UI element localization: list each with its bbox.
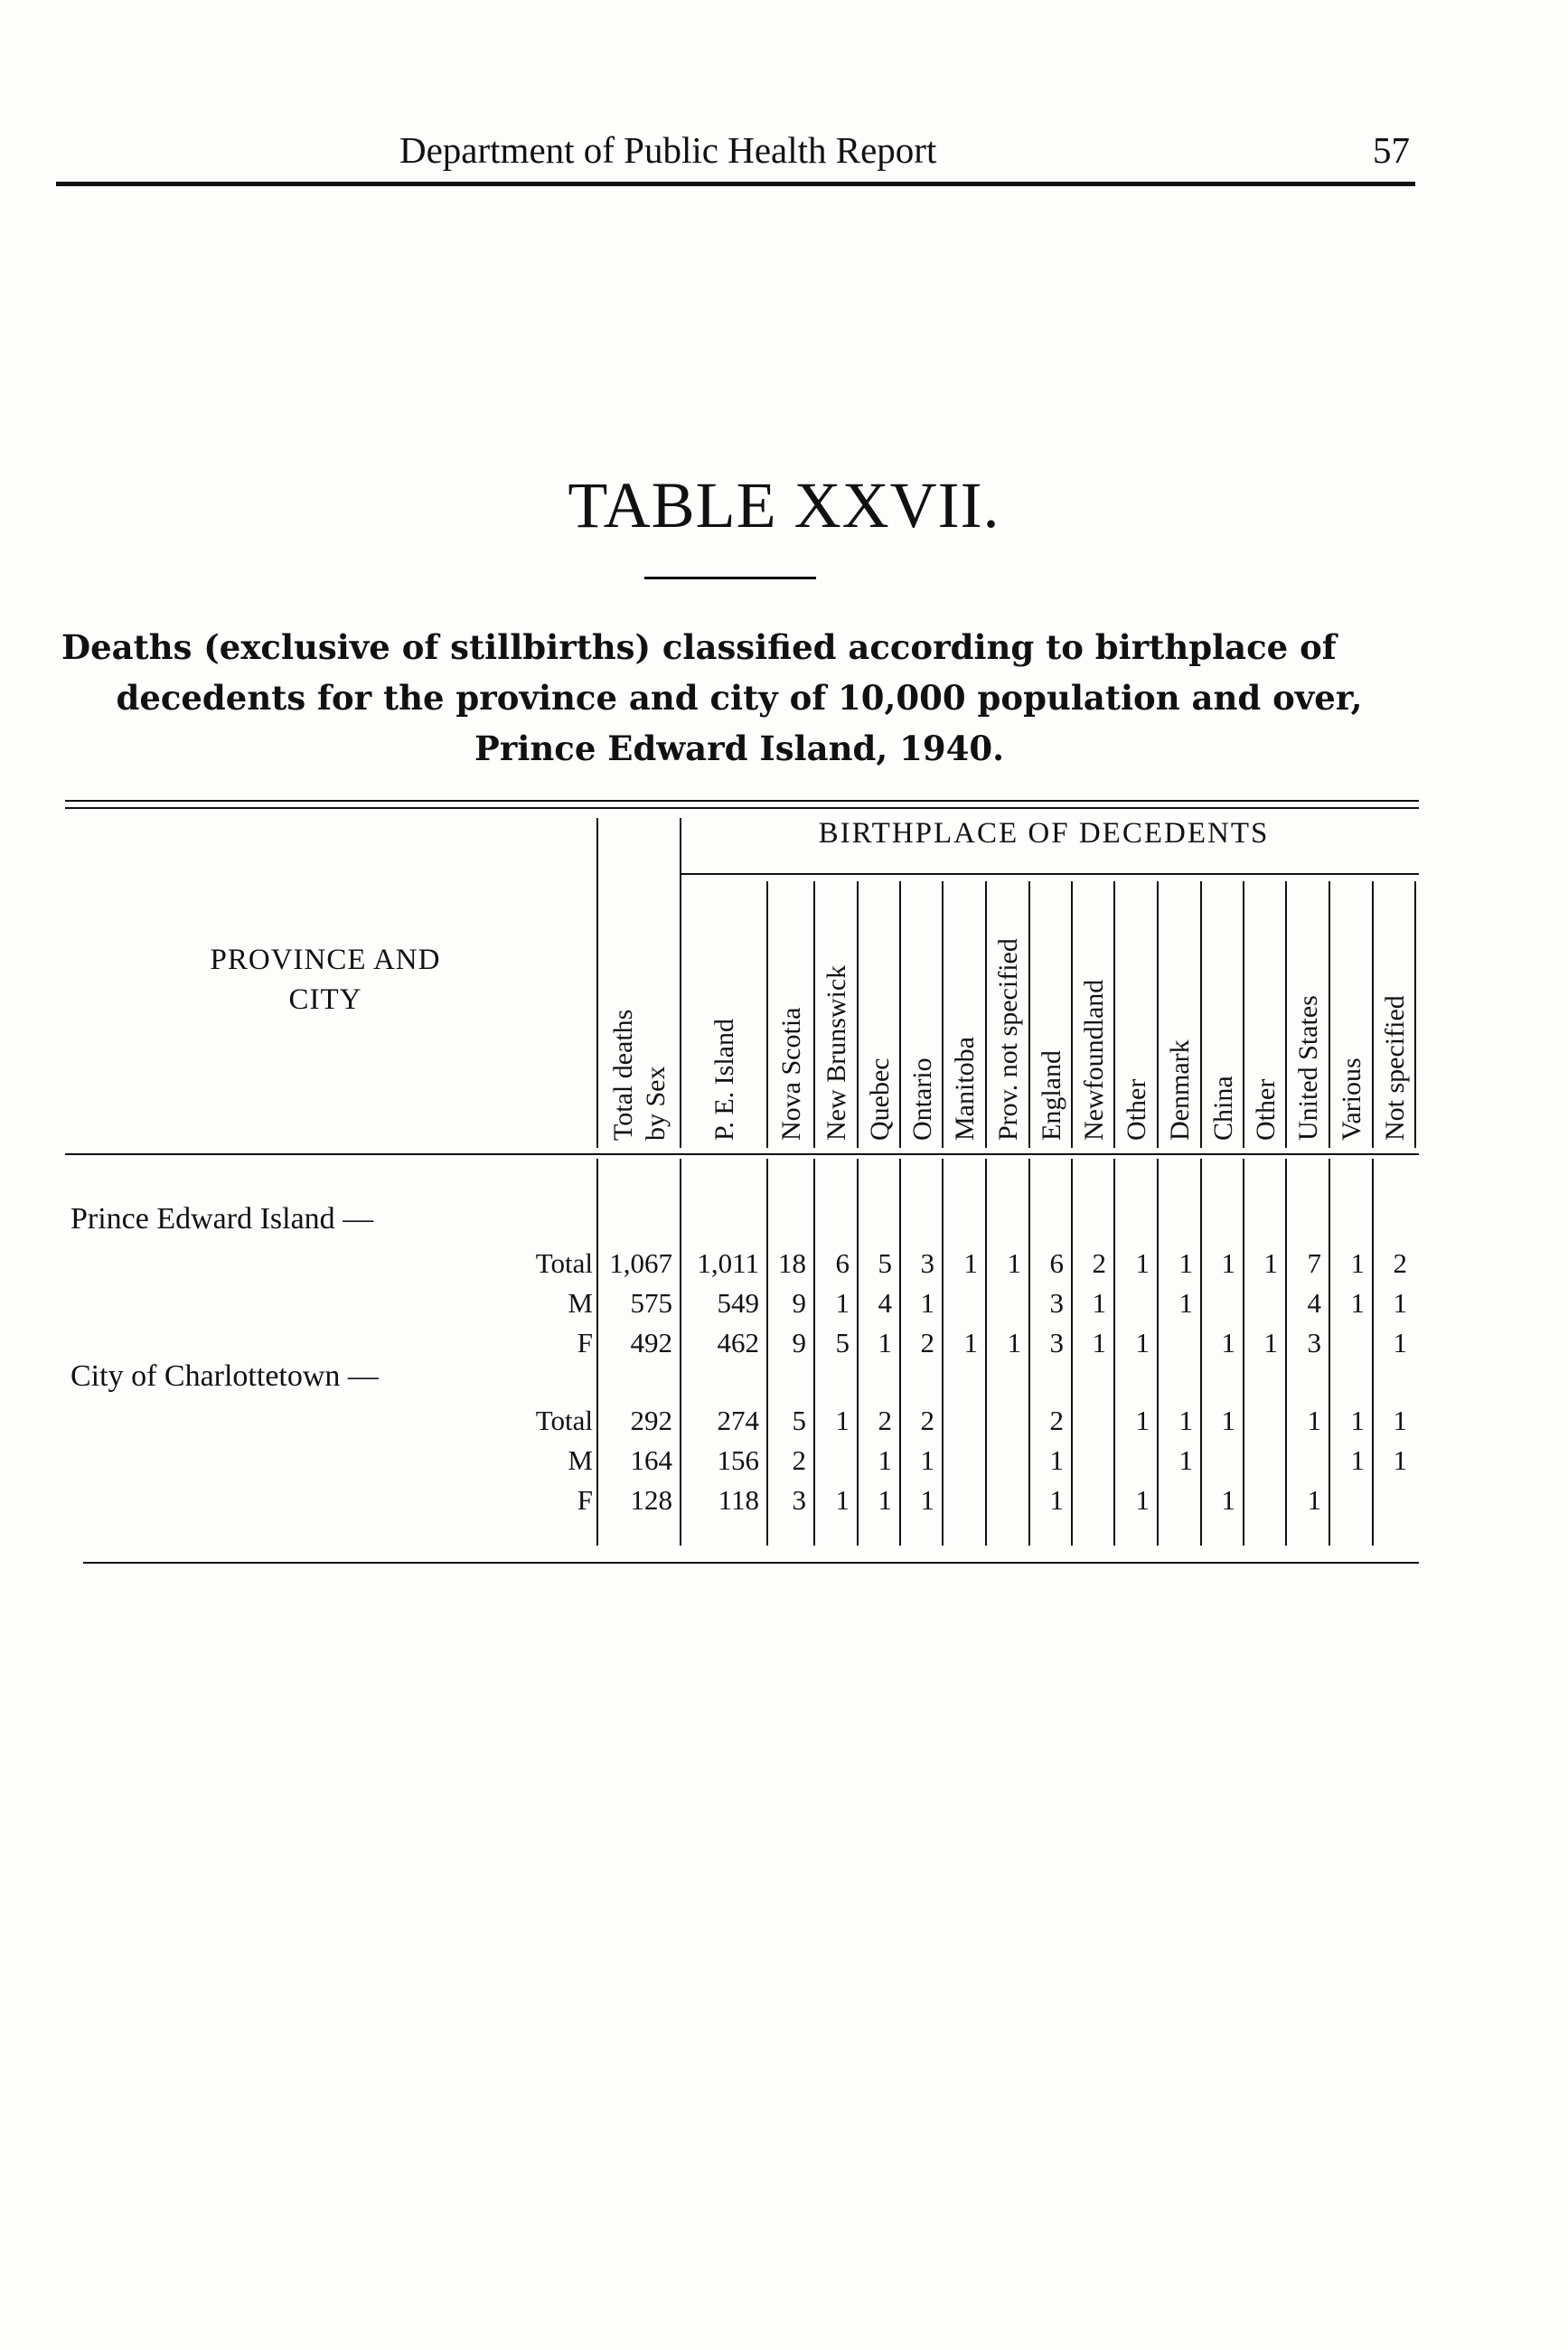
column-divider-head bbox=[1157, 881, 1159, 1148]
table-cell: 9 bbox=[792, 1327, 806, 1358]
table-cell: 549 bbox=[717, 1287, 759, 1319]
column-divider-head bbox=[899, 881, 901, 1148]
column-header: Not specified bbox=[1379, 995, 1410, 1141]
table-cell: 1 bbox=[835, 1484, 850, 1516]
table-cell: 1 bbox=[1007, 1327, 1021, 1358]
table-cell: 1 bbox=[1178, 1287, 1193, 1319]
table-cell: 1 bbox=[1307, 1484, 1321, 1516]
table-cell: 1 bbox=[1092, 1287, 1106, 1319]
column-divider-body bbox=[1157, 1159, 1159, 1546]
table-cell: 164 bbox=[630, 1444, 672, 1476]
group-label: City of Charlottetown — bbox=[70, 1359, 379, 1393]
table-cell: 2 bbox=[920, 1405, 934, 1436]
column-divider-head bbox=[596, 818, 598, 1148]
table-cell: 5 bbox=[878, 1247, 892, 1279]
column-header: Various bbox=[1337, 1058, 1366, 1141]
table-cell: 1 bbox=[1221, 1247, 1235, 1279]
column-header: by Sex bbox=[641, 1066, 671, 1141]
column-header: China bbox=[1207, 1076, 1238, 1141]
table-cell: 1 bbox=[1092, 1327, 1106, 1358]
stub-header bbox=[163, 940, 488, 1020]
table-cell: 7 bbox=[1307, 1247, 1321, 1279]
column-divider-head bbox=[1285, 881, 1287, 1148]
column-header: Manitoba bbox=[950, 1037, 980, 1141]
table-cell: 2 bbox=[1092, 1247, 1106, 1279]
table-cell: 1 bbox=[963, 1247, 978, 1279]
column-header: Other bbox=[1122, 1078, 1151, 1141]
column-header: New Brunswick bbox=[822, 964, 851, 1141]
table-cell: 1 bbox=[1135, 1327, 1150, 1358]
column-divider-head bbox=[1028, 881, 1030, 1148]
table-cell: 1 bbox=[1393, 1327, 1407, 1358]
table-cell: 575 bbox=[630, 1287, 672, 1319]
table-cell: 1 bbox=[1049, 1444, 1064, 1476]
table-cell: 1 bbox=[1263, 1327, 1278, 1358]
table-cell: 1 bbox=[1135, 1247, 1150, 1279]
table-cell: 2 bbox=[920, 1327, 934, 1358]
birthplace-rule bbox=[680, 873, 1419, 875]
caption-line-3: Prince Edward Island, 1940. bbox=[474, 728, 1004, 768]
group-label: Prince Edward Island — bbox=[70, 1202, 374, 1236]
column-divider-head bbox=[1329, 881, 1330, 1148]
table-cell: 1 bbox=[1307, 1405, 1321, 1436]
table-cell: 1 bbox=[1007, 1247, 1021, 1279]
table-cell: 6 bbox=[835, 1247, 850, 1279]
table-cell: 3 bbox=[1049, 1287, 1064, 1319]
table-cell: 5 bbox=[792, 1405, 806, 1436]
table-cell: 1 bbox=[1350, 1405, 1365, 1436]
table-cell: 1 bbox=[835, 1287, 850, 1319]
table-top-rule-2 bbox=[65, 807, 1419, 809]
table-cell: 3 bbox=[1049, 1327, 1064, 1358]
table-cell: 1,011 bbox=[697, 1247, 759, 1279]
column-divider-head bbox=[857, 881, 859, 1148]
table-cell: 1 bbox=[1178, 1247, 1193, 1279]
table-cell: 1 bbox=[1263, 1247, 1278, 1279]
column-divider-head bbox=[813, 881, 815, 1148]
column-header: England bbox=[1036, 1050, 1066, 1141]
table-cell: 1 bbox=[1221, 1327, 1235, 1358]
table-cell: 1 bbox=[835, 1405, 850, 1436]
table-cell: 1 bbox=[1221, 1405, 1235, 1436]
row-label: F bbox=[577, 1327, 593, 1358]
table-cell: 1 bbox=[920, 1484, 934, 1516]
table-cell: 1,067 bbox=[609, 1247, 672, 1279]
table-cell: 1 bbox=[1178, 1405, 1193, 1436]
table-cell: 1 bbox=[1350, 1444, 1365, 1476]
table-cell: 292 bbox=[630, 1405, 672, 1436]
column-divider-head bbox=[1243, 881, 1244, 1148]
column-header: Prov. not specified bbox=[993, 938, 1023, 1141]
table-cell: 2 bbox=[792, 1444, 806, 1476]
table-top-rule-1 bbox=[65, 800, 1419, 802]
caption-line-1: Deaths (exclusive of stillbirths) classified according to birthplace of bbox=[61, 627, 1337, 667]
table-cell: 1 bbox=[878, 1327, 892, 1358]
table-cell: 1 bbox=[1350, 1247, 1365, 1279]
table-cell: 1 bbox=[1049, 1484, 1064, 1516]
table-cell: 3 bbox=[792, 1484, 806, 1516]
page-number: 57 bbox=[1373, 129, 1410, 171]
table-cell: 18 bbox=[778, 1247, 806, 1279]
table-cell: 3 bbox=[920, 1247, 934, 1279]
table-cell: 1 bbox=[878, 1484, 892, 1516]
column-header: Quebec bbox=[864, 1058, 895, 1141]
birthplace-header: BIRTHPLACE OF DECEDENTS bbox=[818, 817, 1270, 850]
column-header: Ontario bbox=[906, 1058, 937, 1141]
table-cell: 274 bbox=[717, 1405, 759, 1436]
column-header: Other bbox=[1250, 1078, 1281, 1141]
column-divider-head bbox=[1414, 881, 1416, 1148]
table-cell: 2 bbox=[1393, 1247, 1407, 1279]
title-rule bbox=[644, 577, 816, 579]
row-label: Total bbox=[535, 1247, 593, 1279]
table-cell: 1 bbox=[1221, 1484, 1235, 1516]
column-divider-head bbox=[1113, 881, 1115, 1148]
column-header-rule bbox=[65, 1153, 1419, 1155]
header-rule bbox=[56, 182, 1415, 186]
table-cell: 2 bbox=[1049, 1405, 1064, 1436]
table-cell: 4 bbox=[1307, 1287, 1321, 1319]
table-cell: 1 bbox=[1135, 1405, 1150, 1436]
table-cell: 156 bbox=[717, 1444, 759, 1476]
column-divider-head bbox=[766, 881, 768, 1148]
table-bottom-rule bbox=[83, 1562, 1419, 1564]
report-title: Department of Public Health Report bbox=[399, 129, 937, 171]
table-cell: 1 bbox=[1350, 1287, 1365, 1319]
table-cell: 1 bbox=[1393, 1444, 1407, 1476]
stub-header-line-1: PROVINCE AND bbox=[210, 944, 441, 976]
table-cell: 1 bbox=[1178, 1444, 1193, 1476]
table-cell: 492 bbox=[630, 1327, 672, 1358]
page-header bbox=[56, 128, 1410, 183]
table-cell: 118 bbox=[718, 1484, 759, 1516]
column-header: Newfoundland bbox=[1078, 979, 1109, 1141]
table-cell: 1 bbox=[878, 1444, 892, 1476]
row-label: M bbox=[568, 1444, 593, 1476]
table-cell: 1 bbox=[920, 1287, 934, 1319]
row-label: F bbox=[577, 1484, 593, 1516]
column-header: Denmark bbox=[1165, 1039, 1195, 1141]
row-label: Total bbox=[535, 1405, 593, 1436]
table-cell: 462 bbox=[717, 1327, 759, 1358]
table-cell: 1 bbox=[1135, 1484, 1150, 1516]
column-divider-head bbox=[1200, 881, 1202, 1148]
table-cell: 1 bbox=[1393, 1405, 1407, 1436]
table-cell: 2 bbox=[878, 1405, 892, 1436]
column-divider-body bbox=[1329, 1159, 1330, 1546]
column-divider-head bbox=[1372, 881, 1374, 1148]
table-cell: 128 bbox=[630, 1484, 672, 1516]
table-cell: 1 bbox=[963, 1327, 978, 1358]
row-label: M bbox=[568, 1287, 593, 1319]
table-cell: 1 bbox=[1393, 1287, 1407, 1319]
column-divider-head bbox=[1071, 881, 1073, 1148]
table-cell: 3 bbox=[1307, 1327, 1321, 1358]
column-divider-head bbox=[942, 881, 944, 1148]
column-header: Total deaths bbox=[608, 1009, 638, 1141]
column-divider-head bbox=[680, 818, 681, 1148]
table-cell: 1 bbox=[920, 1444, 934, 1476]
table-title: TABLE XXVII. bbox=[568, 469, 1000, 541]
table-cell: 4 bbox=[878, 1287, 892, 1319]
stub-header-line-2: CITY bbox=[288, 983, 362, 1016]
column-header: P. E. Island bbox=[709, 1019, 739, 1141]
caption-line-2: decedents for the province and city of 10,000 population and over, bbox=[116, 678, 1363, 718]
table-cell: 6 bbox=[1049, 1247, 1064, 1279]
column-divider-head bbox=[985, 881, 987, 1148]
column-header: Nova Scotia bbox=[776, 1007, 806, 1141]
column-header: United States bbox=[1293, 995, 1323, 1141]
table-caption bbox=[61, 622, 1417, 774]
table-cell: 5 bbox=[835, 1327, 850, 1358]
table-cell: 9 bbox=[792, 1287, 806, 1319]
